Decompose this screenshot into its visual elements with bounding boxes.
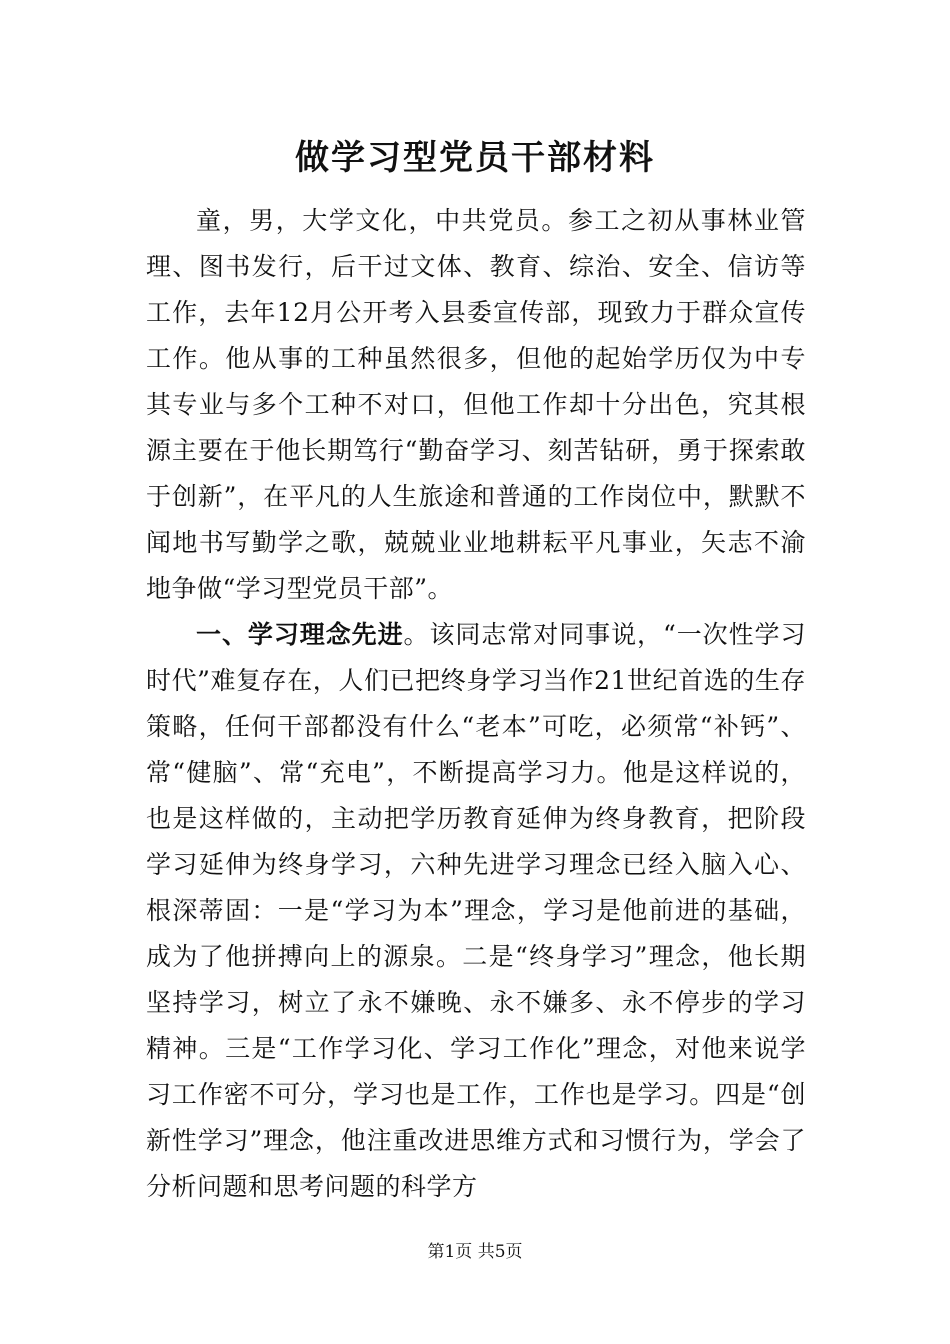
document-body: [146, 198, 806, 1210]
paragraph-section-1: [146, 612, 806, 1210]
paragraph-intro: [146, 198, 806, 612]
page-footer: 第1页 共5页: [427, 1242, 523, 1262]
paragraph-intro-text: 童，男，大学文化，中共党员。参工之初从事林业管理、图书发行，后干过文体、教育、综治、安全、信访等工作，去年12月公开考入县委宣传部，现致力于群众宣传工作。他从事的工种虽然很多，但他的起始学历仅为中专其专业与多个工种不对口，但他工作却十分出色，究其根源主要在于他长期笃行“勤奋学习、刻苦钻研，勇于探索敢于创新”，在平凡的人生旅途和普通的工作岗位中，默默不闻地书写勤学之歌，兢兢业业地耕耘平凡事业，矢志不渝地争做“学习型党员干部”。: [146, 206, 806, 603]
section-heading: 一、学习理念先进: [196, 620, 404, 649]
paragraph-section-1-text: 。该同志常对同事说，“一次性学习时代”难复存在，人们已把终身学习当作21世纪首选的生存策略，任何干部都没有什么“老本”可吃，必须常“补钙”、常“健脑”、常“充电”，不断提高学习力。他是这样说的，也是这样做的，主动把学历教育延伸为终身教育，把阶段学习延伸为终身学习，六种先进学习理念已经入脑入心、根深蒂固：一是“学习为本”理念，学习是他前进的基础，成为了他拼搏向上的源泉。二是“终身学习”理念，他长期坚持学习，树立了永不嫌晚、永不嫌多、永不停步的学习精神。三是“工作学习化、学习工作化”理念，对他来说学习工作密不可分，学习也是工作，工作也是学习。四是“创新性学习”理念，他注重改进思维方式和习惯行为，学会了分析问题和思考问题的科学方: [146, 620, 806, 1201]
document-title: 做学习型党员干部材料: [295, 138, 655, 178]
